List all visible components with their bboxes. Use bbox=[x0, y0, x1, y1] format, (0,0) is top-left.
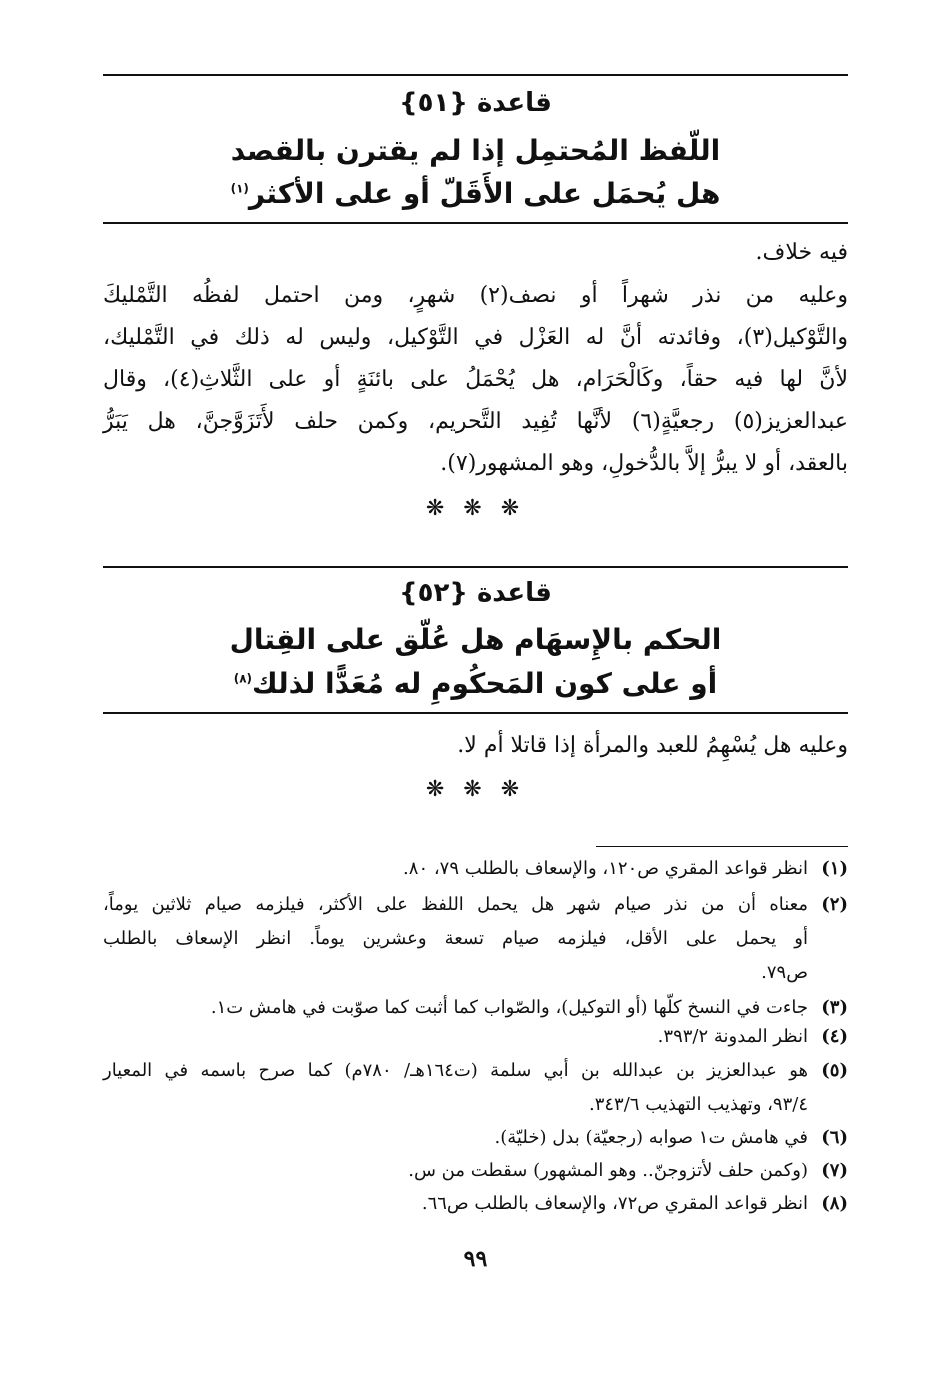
footnote-text: في هامش ت١ صوابه (رجعيّة) بدل (خليّة). bbox=[494, 1127, 808, 1148]
footnote-number: (٧) bbox=[821, 1160, 848, 1181]
footnote-text: هو عبدالعزيز بن عبدالله بن أبي سلمة (ت١٦٤هـ/ ٧٨٠م) كما صرح باسمه في المعيار bbox=[103, 1060, 808, 1081]
footnote-5 bbox=[103, 1060, 848, 1081]
footnote-4 bbox=[103, 1026, 848, 1047]
footnote-text: انظر قواعد المقري ص٧٢، والإسعاف بالطلب ص٦٦. bbox=[421, 1193, 808, 1214]
footnote-text: (وكمن حلف لأتزوجنّ.. وهو المشهور) سقطت من س. bbox=[408, 1160, 808, 1181]
footnote-2-cont: ص٧٩. bbox=[761, 962, 808, 983]
footnote-1 bbox=[103, 858, 848, 879]
footnote-number: (٥) bbox=[821, 1060, 848, 1081]
section-separator-stars: ❋ ❋ ❋ bbox=[425, 777, 526, 802]
footnote-number: (٨) bbox=[821, 1193, 848, 1214]
rule-51-title-line1: اللّفظ المُحتمِل إذا لم يقترن بالقصد bbox=[230, 134, 721, 167]
body-51-line: فيه خلاف. bbox=[755, 240, 848, 265]
body-51-line: والتَّوْكيل(٣)، وفائدته أنَّ له العَزْل في التَّوْكيل، وليس له ذلك في التَّمْليك، bbox=[103, 325, 848, 350]
footnote-7 bbox=[103, 1160, 848, 1181]
rule-52-divider bbox=[103, 712, 848, 714]
footnote-text: جاءت في النسخ كلّها (أو التوكيل)، والصّواب كما أثبت كما صوّبت في هامش ت١. bbox=[210, 997, 808, 1018]
footnote-text: انظر قواعد المقري ص١٢٠، والإسعاف بالطلب ٧٩، ٨٠. bbox=[403, 858, 808, 879]
footnote-text: انظر المدونة ٣٩٣/٢. bbox=[657, 1026, 808, 1047]
rule-52-title-line2: أو على كون المَحكُومِ له مُعَدًّا لذلك$^{(٨)}$ bbox=[233, 667, 718, 700]
page-number: ٩٩ bbox=[463, 1246, 488, 1272]
footnote-number: (٢) bbox=[821, 894, 848, 915]
body-51-line: لأنَّ لها فيه حقاً، وكَالْحَرَام، هل يُحْمَلُ على بائنَةٍ أو على الثَّلاثِ(٤)، وقال bbox=[103, 367, 848, 392]
footnotes-divider bbox=[596, 846, 848, 847]
rule-51-number: قاعدة {٥١} bbox=[399, 88, 552, 118]
body-52-line: وعليه هل يُسْهِمُ للعبد والمرأة إذا قاتلا أم لا. bbox=[457, 733, 848, 758]
footnote-2-cont: أو يحمل على الأقل، فيلزمه صيام تسعة وعشرين يوماً. انظر الإسعاف بالطلب bbox=[103, 928, 808, 949]
body-51-line: عبدالعزيز(٥) رجعيَّةٍ(٦) لأنَّها تُفِيد التَّحريم، وكمن حلف لأَتَزَوَّجنَّ، هل يَبَرُّ bbox=[103, 409, 848, 434]
footnote-5-cont: ٩٣/٤، وتهذيب التهذيب ٣٤٣/٦. bbox=[588, 1094, 808, 1115]
rule-51-title-line2: هل يُحمَل على الأَقَلّ أو على الأكثر$^{(١)}$ bbox=[230, 177, 721, 210]
rule-52-title-line1: الحكم بالإِسهَام هل عُلّق على القِتال bbox=[229, 623, 722, 656]
body-51-line: وعليه من نذر شهراً أو نصف(٢) شهرٍ، ومن احتمل لفظُه التَّمْليكَ bbox=[103, 283, 848, 308]
body-51-line: بالعقد، أو لا يبرُّ إلاَّ بالدُّخولِ، وهو المشهور(٧). bbox=[440, 451, 848, 476]
footnote-number: (٤) bbox=[821, 1026, 848, 1047]
footnote-ref: (١) bbox=[230, 181, 249, 196]
rule-top-divider bbox=[103, 74, 848, 76]
footnote-8 bbox=[103, 1193, 848, 1214]
footnote-ref: (٨) bbox=[233, 671, 253, 686]
section-separator-stars: ❋ ❋ ❋ bbox=[425, 496, 526, 521]
rule-52-top-divider bbox=[103, 566, 848, 568]
footnote-6 bbox=[103, 1127, 848, 1148]
footnote-number: (١) bbox=[821, 858, 848, 879]
rule-51-divider bbox=[103, 222, 848, 224]
footnote-number: (٣) bbox=[821, 997, 848, 1018]
footnote-3 bbox=[103, 997, 848, 1018]
footnote-text: معناه أن من نذر صيام شهر هل يحمل اللفظ على الأكثر، فيلزمه صيام ثلاثين يوماً، bbox=[103, 894, 808, 915]
rule-52-number: قاعدة {٥٢} bbox=[399, 578, 552, 608]
footnote-number: (٦) bbox=[821, 1127, 848, 1148]
footnote-2 bbox=[103, 894, 848, 915]
